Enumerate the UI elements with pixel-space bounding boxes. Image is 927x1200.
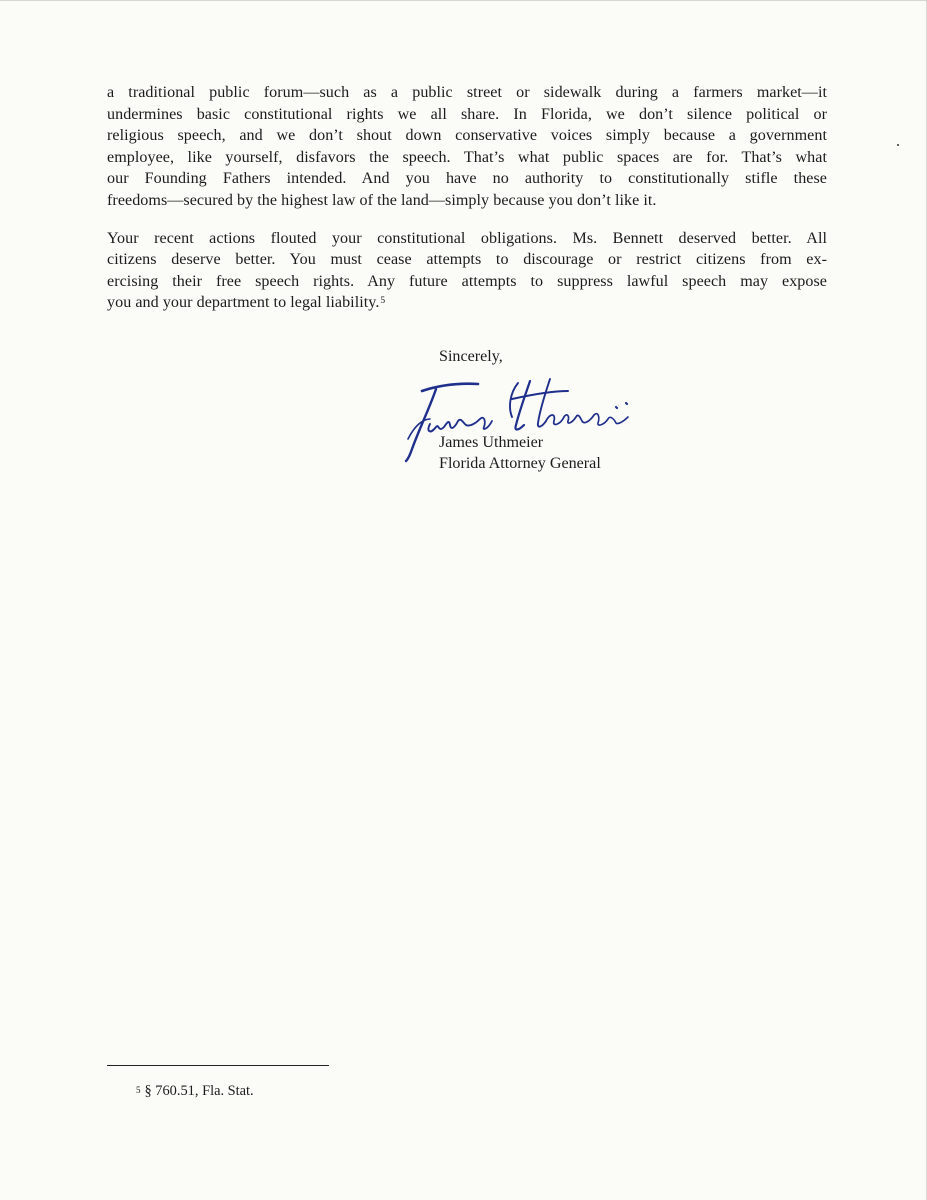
signer-title: Florida Attorney General (439, 455, 601, 472)
footnote-text: § 760.51, Fla. Stat. (144, 1083, 254, 1099)
paragraph-2 (107, 228, 827, 314)
signer-name: James Uthmeier (439, 434, 544, 451)
text-line (107, 292, 827, 314)
scan-speck (897, 144, 899, 146)
text-line: citizens deserve better. You must cease attempts to discourage or restrict citizens from ex- (107, 251, 827, 269)
footnote-divider (107, 1065, 329, 1066)
footnote-5 (136, 1082, 254, 1101)
footnote-reference: 5 (380, 296, 386, 307)
text-line: employee, like yourself, disfavors the speech. That’s what public spaces are for. That’s what (107, 148, 827, 166)
text-line-content: you and your department to legal liability. (107, 294, 380, 312)
text-line: Your recent actions flouted your constitutional obligations. Ms. Bennett deserved better. All (107, 229, 827, 247)
valediction: Sincerely, (439, 348, 503, 365)
text-line: ercising their free speech rights. Any future attempts to suppress lawful speech may expose (107, 272, 827, 290)
text-line: freedoms—secured by the highest law of the land—simply because you don’t like it. (107, 191, 657, 209)
text-line: our Founding Fathers intended. And you have no authority to constitutionally stifle these (107, 170, 827, 188)
letter-body (107, 82, 827, 314)
text-line: a traditional public forum—such as a public street or sidewalk during a farmers market—it (107, 84, 827, 101)
paragraph-1 (107, 82, 827, 212)
footnote-marker: 5 (136, 1085, 141, 1095)
text-line: undermines basic constitutional rights we all share. In Florida, we don’t silence political or (107, 105, 827, 123)
text-line: religious speech, and we don’t shout down conservative voices simply because a government (107, 127, 827, 145)
